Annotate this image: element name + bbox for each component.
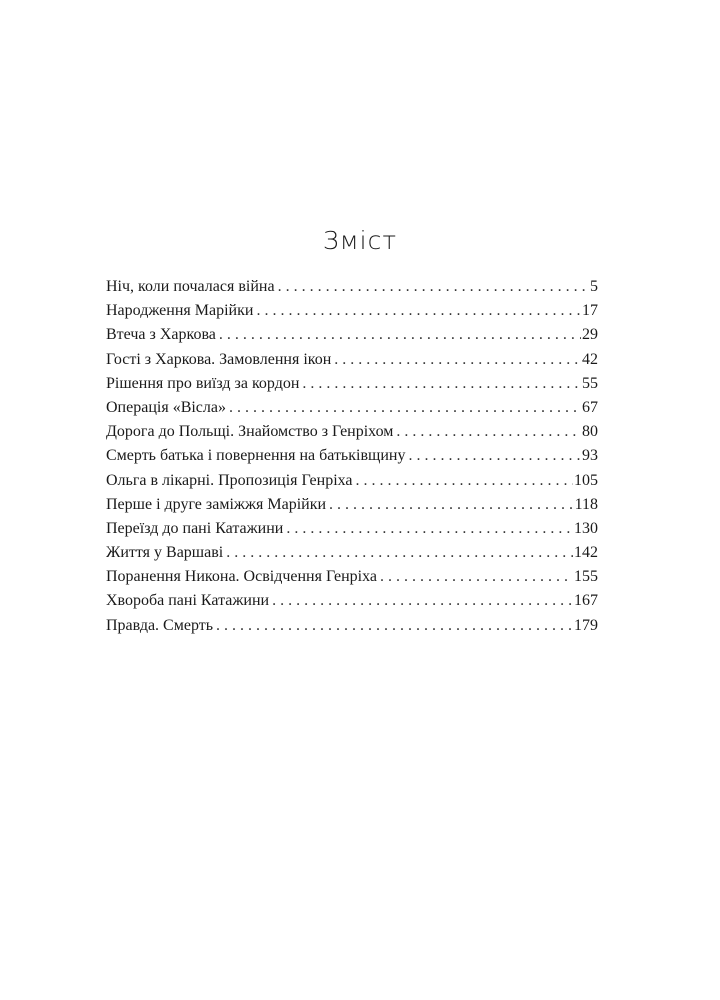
toc-entry-title: Перше і друге заміжжя Марійки bbox=[106, 495, 327, 513]
toc-leader-dots bbox=[256, 299, 581, 323]
toc-entry[interactable] bbox=[106, 565, 598, 589]
toc-page-number: 29 bbox=[582, 326, 598, 344]
toc-entry[interactable] bbox=[106, 323, 598, 347]
toc-entry-title: Життя у Варшаві bbox=[106, 544, 224, 562]
toc-entry[interactable] bbox=[106, 348, 598, 372]
toc-entry[interactable] bbox=[106, 541, 598, 565]
toc-entry-title: Смерть батька і повернення на батьківщину bbox=[106, 447, 406, 465]
toc-leader-dots bbox=[216, 614, 573, 638]
toc-entry-title: Ольга в лікарні. Пропозиція Генріха bbox=[106, 471, 353, 489]
toc-page-number: 130 bbox=[574, 519, 598, 537]
toc-page-number: 118 bbox=[574, 495, 598, 513]
toc-leader-dots bbox=[278, 275, 589, 299]
toc-leader-dots bbox=[396, 420, 581, 444]
toc-entry-title: Хвороба пані Катажини bbox=[106, 592, 270, 610]
toc-leader-dots bbox=[380, 565, 573, 589]
toc-page-number: 105 bbox=[574, 471, 598, 489]
toc-entry[interactable] bbox=[106, 299, 598, 323]
toc-page-number: 17 bbox=[582, 302, 598, 320]
toc-leader-dots bbox=[302, 372, 581, 396]
toc-leader-dots bbox=[334, 348, 581, 372]
toc-page-number: 179 bbox=[574, 616, 598, 634]
toc-page-number: 142 bbox=[574, 544, 598, 562]
toc-entry[interactable] bbox=[106, 614, 598, 638]
toc-entry-title: Народження Марійки bbox=[106, 302, 254, 320]
toc-entry[interactable] bbox=[106, 444, 598, 468]
toc-entry[interactable] bbox=[106, 275, 598, 299]
page-title: Зміст bbox=[322, 226, 398, 255]
toc-entry-title: Втеча з Харкова bbox=[106, 326, 216, 344]
toc-leader-dots bbox=[356, 469, 573, 493]
toc-entry[interactable] bbox=[106, 517, 598, 541]
toc-leader-dots bbox=[226, 541, 573, 565]
toc-entry[interactable] bbox=[106, 420, 598, 444]
toc-entry[interactable] bbox=[106, 396, 598, 420]
toc-entry-title: Дорога до Польщі. Знайомство з Генріхом bbox=[106, 423, 394, 441]
toc-entry[interactable] bbox=[106, 469, 598, 493]
toc-entry[interactable] bbox=[106, 372, 598, 396]
toc-leader-dots bbox=[286, 517, 573, 541]
toc-leader-dots bbox=[229, 396, 581, 420]
toc-entry-title: Правда. Смерть bbox=[106, 616, 214, 634]
toc-entry-title: Гості з Харкова. Замовлення ікон bbox=[106, 350, 332, 368]
toc-leader-dots bbox=[219, 323, 581, 347]
toc-page-number: 167 bbox=[574, 592, 598, 610]
toc-leader-dots bbox=[408, 444, 581, 468]
toc-page-number: 55 bbox=[582, 374, 598, 392]
toc-entry-title: Переїзд до пані Катажини bbox=[106, 519, 284, 537]
toc-entry-title: Рішення про виїзд за кордон bbox=[106, 374, 300, 392]
toc-leader-dots bbox=[272, 589, 573, 613]
toc-page-number: 42 bbox=[582, 350, 598, 368]
toc-page-number: 93 bbox=[582, 447, 598, 465]
toc-leader-dots bbox=[329, 493, 574, 517]
toc-entry-title: Ніч, коли почалася війна bbox=[106, 278, 275, 295]
toc-page-number: 155 bbox=[574, 568, 598, 586]
toc-entry[interactable] bbox=[106, 589, 598, 613]
toc-entry-title: Операція «Вісла» bbox=[106, 398, 226, 416]
toc-entry-title: Поранення Никона. Освідчення Генріха bbox=[106, 568, 378, 586]
toc-entry[interactable] bbox=[106, 493, 598, 517]
toc-page-number: 80 bbox=[582, 423, 598, 441]
toc-page-number: 67 bbox=[582, 398, 598, 416]
table-of-contents bbox=[106, 275, 598, 638]
toc-page-number: 5 bbox=[590, 278, 598, 295]
